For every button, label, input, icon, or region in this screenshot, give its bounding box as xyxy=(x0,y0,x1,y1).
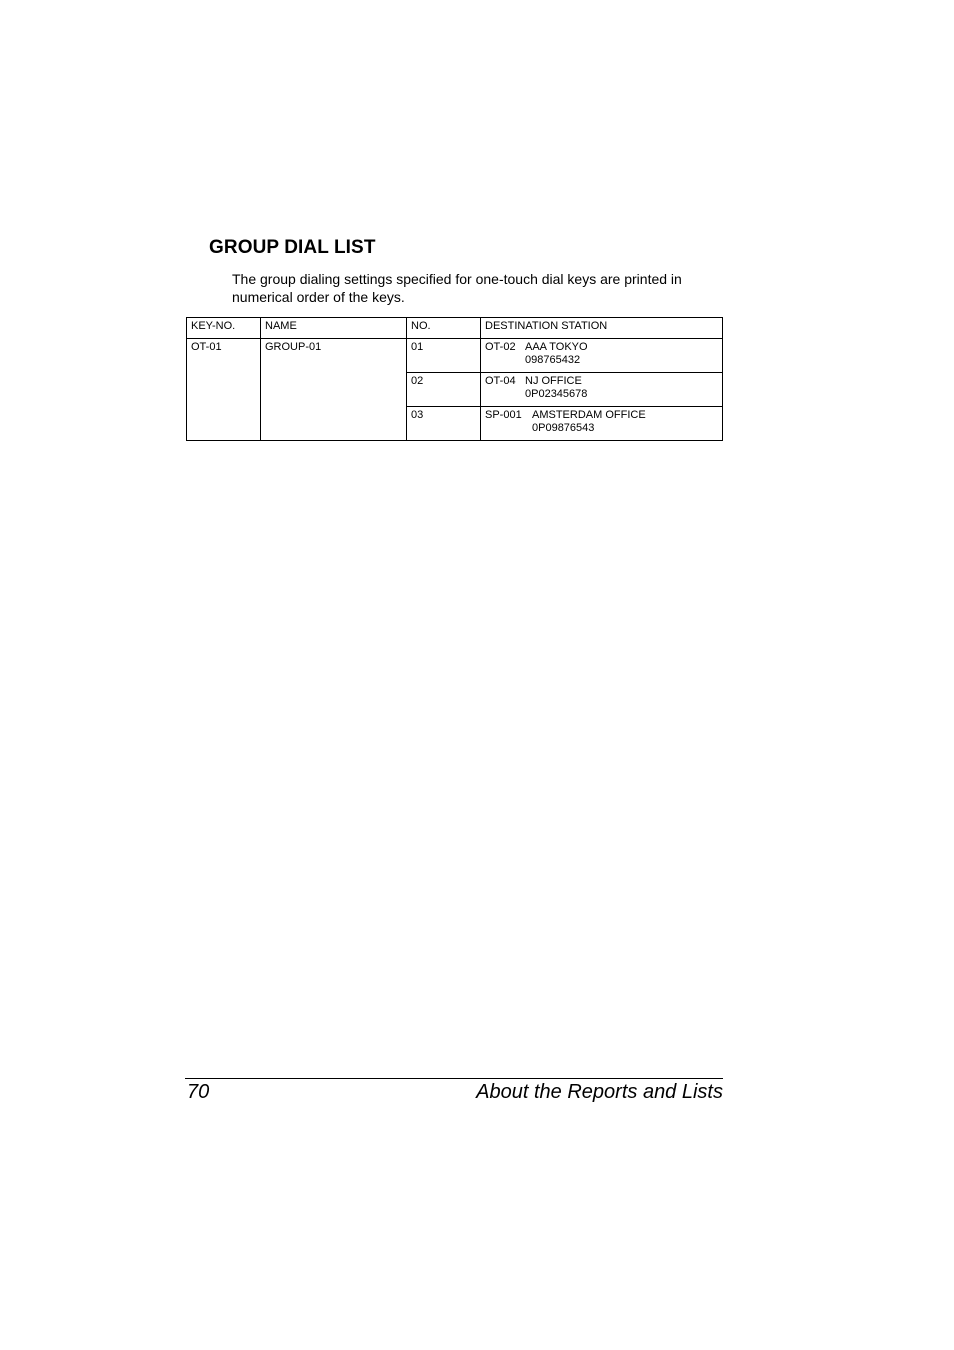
table-header-row xyxy=(187,318,723,339)
destination-key: OT-04 xyxy=(485,375,516,387)
running-footer-title: About the Reports and Lists xyxy=(476,1081,723,1103)
destination-line xyxy=(485,375,718,388)
destination-cell xyxy=(481,373,723,407)
page-number: 70 xyxy=(187,1081,210,1103)
intro-paragraph: The group dialing settings specified for one-touch dial keys are printed in numerical order of the keys. xyxy=(232,271,682,305)
group-key-no-cell: OT-01 xyxy=(187,339,261,441)
destination-number: 0P09876543 xyxy=(532,422,595,434)
table-row xyxy=(187,339,723,373)
header-name: NAME xyxy=(261,318,407,339)
destination-name: AAA TOKYO xyxy=(525,341,588,353)
group-name-cell: GROUP-01 xyxy=(261,339,407,441)
destination-key: SP-001 xyxy=(485,409,522,421)
destination-name: NJ OFFICE xyxy=(525,375,582,387)
entry-no-cell: 03 xyxy=(407,407,481,441)
header-destination-station: DESTINATION STATION xyxy=(481,318,723,339)
group-dial-list-table xyxy=(186,317,723,441)
destination-line xyxy=(485,409,718,422)
destination-number: 0P02345678 xyxy=(525,388,588,400)
destination-number: 098765432 xyxy=(525,354,581,366)
destination-cell xyxy=(481,339,723,373)
header-no: NO. xyxy=(407,318,481,339)
entry-no-cell: 02 xyxy=(407,373,481,407)
footer-rule xyxy=(185,1078,723,1079)
header-key-no: KEY-NO. xyxy=(187,318,261,339)
entry-no-cell: 01 xyxy=(407,339,481,373)
destination-name: AMSTERDAM OFFICE xyxy=(532,409,646,421)
destination-key: OT-02 xyxy=(485,341,516,353)
section-heading: GROUP DIAL LIST xyxy=(209,237,376,258)
destination-cell xyxy=(481,407,723,441)
destination-line xyxy=(485,341,718,354)
